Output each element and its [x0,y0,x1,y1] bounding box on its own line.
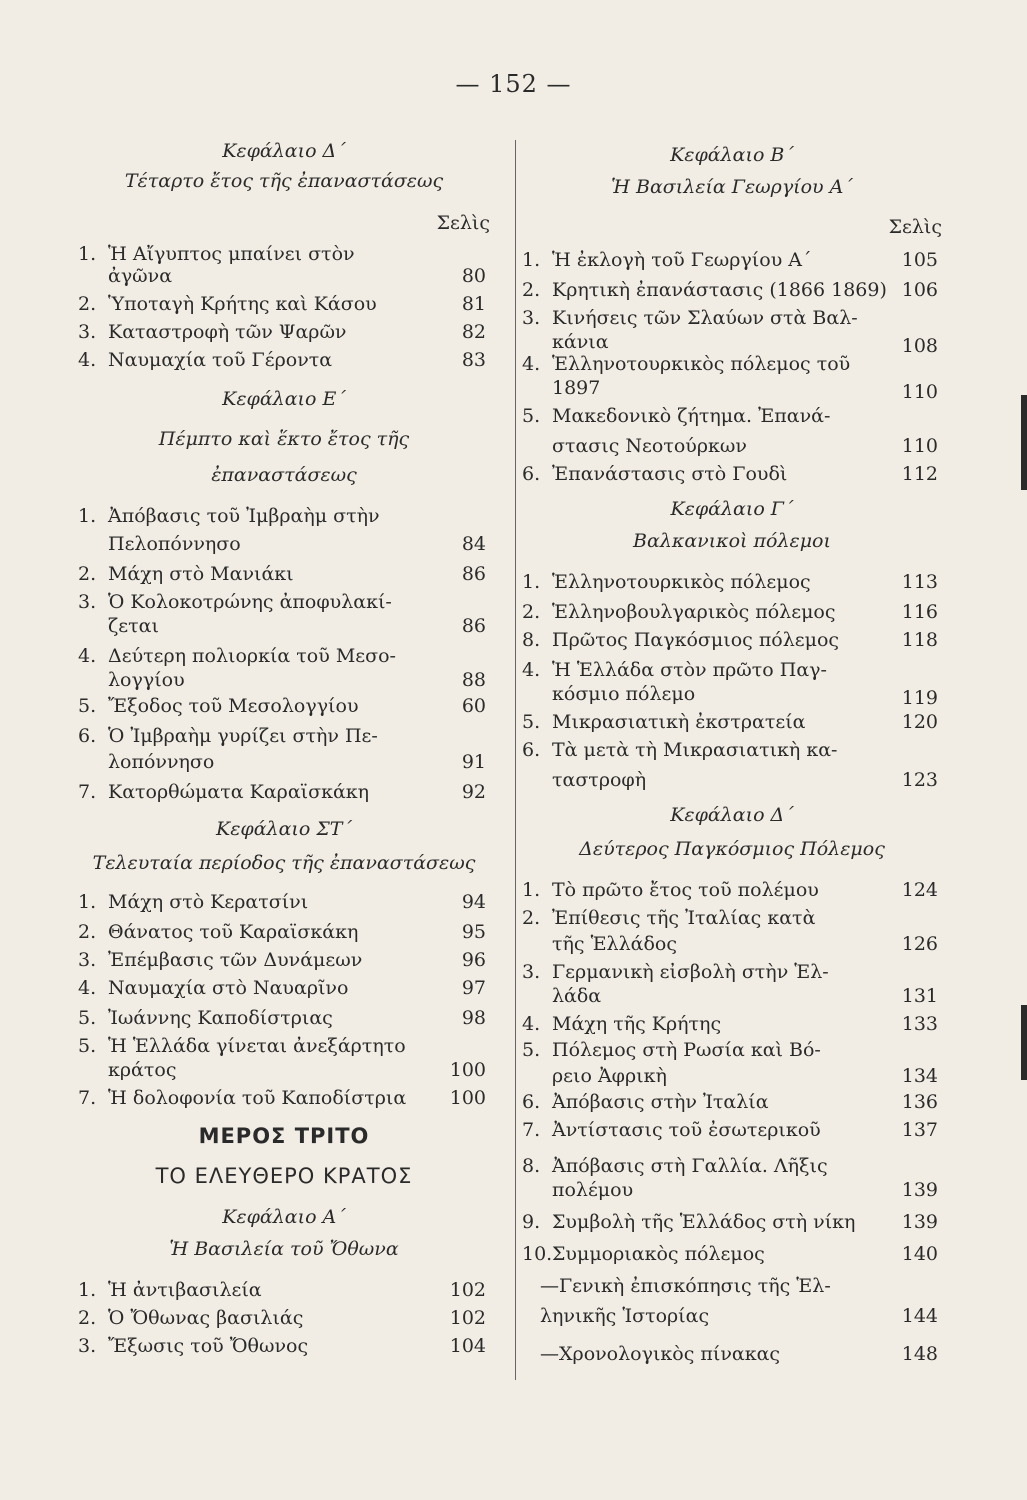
item-title: Ἑλληνοτουρκικὸς πόλεμος [552,571,811,593]
item-title: Μάχη τῆς Κρήτης [552,1013,722,1035]
item-title: Ἡ δολοφονία τοῦ Καποδίστρια [108,1087,407,1109]
chapter-subtitle: ἐπαναστάσεως [211,464,357,486]
item-page: 60 [461,695,486,717]
item-title-continued: κράτος [108,1059,177,1081]
item-number: 9. [522,1211,541,1233]
item-title-continued: πολέμου [552,1179,634,1201]
item-page: 123 [901,769,938,791]
item-title: Κατορθώματα Καραϊσκάκη [108,781,370,803]
item-number: 6. [522,739,541,761]
item-title: Πρῶτος Παγκόσμιος πόλεμος [552,629,840,651]
item-title: Θάνατος τοῦ Καραϊσκάκη [108,921,359,943]
item-title: Ἡ Ἑλλάδα στὸν πρῶτο Παγ- [552,659,827,681]
item-page: 100 [449,1087,486,1109]
item-page: 97 [461,977,486,999]
item-title: Δεύτερη πολιορκία τοῦ Μεσο- [108,645,396,667]
item-title-continued: Πελοπόννησο [108,533,241,555]
item-page: 124 [901,879,938,901]
item-page: 116 [901,601,938,623]
item-page: 88 [461,669,486,691]
page-column-label: Σελὶς [436,212,490,234]
item-title: Ἰωάννης Καποδίστριας [108,1007,333,1029]
item-title: Ὁ Ἰμβραὴμ γυρίζει στὴν Πε- [108,725,378,747]
item-page: 133 [901,1013,938,1035]
item-number: 6. [522,463,541,485]
item-page: 139 [901,1179,938,1201]
item-title: Ἡ ἀντιβασιλεία [108,1279,262,1301]
item-number: 3. [522,961,541,983]
item-title: Μικρασιατικὴ ἐκστρατεία [552,711,806,733]
item-page: 104 [449,1335,486,1357]
item-title-continued: ἀγῶνα [108,265,173,287]
item-page: 110 [901,381,938,403]
item-title: Ἀντίστασις τοῦ ἐσωτερικοῦ [552,1119,821,1141]
page-number: — 152 — [455,70,572,98]
chapter-heading: Κεφάλαιο Α΄ [222,1206,346,1228]
item-number: 3. [522,307,541,329]
item-number: 5. [522,405,541,427]
item-title: Μάχη στὸ Κερατσίνι [108,891,309,913]
item-title: Ἀπόβασις στὴν Ἰταλία [552,1091,769,1113]
item-title: Ὁ Ὄθωνας βασιλιάς [108,1307,304,1329]
item-page: 83 [461,349,486,371]
item-number: 8. [522,629,541,651]
chapter-subtitle: Δεύτερος Παγκόσμιος Πόλεμος [579,838,885,860]
item-page: 106 [901,279,938,301]
chapter-subtitle: Πέμπτο καὶ ἕκτο ἔτος τῆς [158,428,410,450]
item-title-continued: κάνια [552,331,609,353]
item-title-continued: ληνικῆς Ἱστορίας [540,1305,710,1327]
item-page: 82 [461,321,486,343]
item-title: Ναυμαχία στὸ Ναυαρῖνο [108,977,349,999]
item-number: 2. [522,601,541,623]
item-page: 113 [901,571,938,593]
chapter-heading: Κεφάλαιο Ε΄ [222,388,346,410]
item-title-continued: στασις Νεοτούρκων [552,435,747,457]
item-number: 2. [522,907,541,929]
item-title: Ἀπόβασις στὴ Γαλλία. Λῆξις [552,1155,828,1177]
item-page: 144 [901,1305,938,1327]
chapter-subtitle: Ἡ Βασιλεία τοῦ Ὄθωνα [169,1238,399,1260]
item-number: 1. [522,879,541,901]
item-title: Ἑλληνοβουλγαρικὸς πόλεμος [552,601,836,623]
item-title: Ἡ Αἴγυπτος μπαίνει στὸν [108,243,355,265]
item-page: 84 [461,533,486,555]
item-page: 139 [901,1211,938,1233]
chapter-subtitle: Τέταρτο ἔτος τῆς ἐπαναστάσεως [124,170,444,192]
item-number: 1. [522,249,541,271]
item-page: 96 [461,949,486,971]
item-page: 92 [461,781,486,803]
item-title-continued: λοπόννησο [108,751,215,773]
item-number: 4. [522,1013,541,1035]
item-title: Ἔξωσις τοῦ Ὄθωνος [108,1335,309,1357]
item-title-continued: λογγίου [108,669,185,691]
item-number: 5. [78,1007,97,1029]
item-page: 86 [461,615,486,637]
item-title: Ὁ Κολοκοτρώνης ἀποφυλακί- [108,591,392,613]
item-title: Συμμοριακὸς πόλεμος [552,1243,765,1265]
item-title: Ἡ Ἑλλάδα γίνεται ἀνεξάρτητο [108,1035,406,1057]
item-number: 5. [78,695,97,717]
item-title: Ἔξοδος τοῦ Μεσολογγίου [108,695,359,717]
item-title: Ἀπόβασις τοῦ Ἰμβραὴμ στὴν [108,505,380,527]
chapter-heading: Κεφάλαιο ΣΤ΄ [216,818,352,840]
column-divider [515,140,516,1380]
item-number: 3. [78,1335,97,1357]
item-title: Γερμανικὴ εἰσβολὴ στὴν Ἑλ- [552,961,829,983]
item-number: 2. [78,1307,97,1329]
item-title-continued: κόσμιο πόλεμο [552,683,696,705]
item-number: 4. [78,349,97,371]
item-page: 112 [901,463,938,485]
item-number: 6. [78,725,97,747]
item-page: 100 [449,1059,486,1081]
chapter-heading: Κεφάλαιο Δ΄ [670,804,794,826]
item-number: 5. [522,1039,541,1061]
state-title: ΤΟ ΕΛΕΥΘΕΡΟ ΚΡΑΤΟΣ [155,1164,413,1188]
item-number: 1. [78,1279,97,1301]
item-number: 4. [522,659,541,681]
item-title: Κρητικὴ ἐπανάστασις (1866 1869) [552,279,887,301]
item-number: 1. [522,571,541,593]
item-number: 1. [78,243,97,265]
part-title: ΜΕΡΟΣ ΤΡΙΤΟ [198,1124,370,1148]
item-number: 3. [78,321,97,343]
item-page: 108 [901,335,938,357]
item-number: 10. [522,1243,553,1265]
chapter-subtitle: Βαλκανικοὶ πόλεμοι [633,530,831,552]
item-page: 80 [461,265,486,287]
item-number: 2. [78,563,97,585]
chapter-subtitle: Ἡ Βασιλεία Γεωργίου Α΄ [611,176,853,198]
item-number: 4. [78,977,97,999]
item-page: 119 [901,687,938,709]
item-title: Ἐπίθεσις τῆς Ἰταλίας κατὰ [552,907,816,929]
item-title: Μακεδονικὸ ζήτημα. Ἐπανά- [552,405,831,427]
item-number: 2. [522,279,541,301]
item-page: 137 [901,1119,938,1141]
item-page: 140 [901,1243,938,1265]
item-number: 5. [522,711,541,733]
item-title: Ἡ ἐκλογὴ τοῦ Γεωργίου Α΄ [552,249,812,271]
item-title-continued: ζεται [108,615,159,637]
edge-mark-1 [1021,395,1027,490]
item-title: —Χρονολογικὸς πίνακας [540,1343,781,1365]
item-page: 95 [461,921,486,943]
item-number: 3. [78,949,97,971]
item-title-continued: τῆς Ἑλλάδος [552,933,677,955]
chapter-heading: Κεφάλαιο Δ΄ [222,140,346,162]
item-page: 110 [901,435,938,457]
item-page: 120 [901,711,938,733]
edge-mark-2 [1021,1005,1027,1080]
item-title: Καταστροφὴ τῶν Ψαρῶν [108,321,347,343]
item-page: 86 [461,563,486,585]
item-page: 148 [901,1343,938,1365]
item-title: Τὰ μετὰ τὴ Μικρασιατικὴ κα- [552,739,838,761]
item-title: Μάχη στὸ Μανιάκι [108,563,294,585]
item-number: 3. [78,591,97,613]
item-title: Τὸ πρῶτο ἔτος τοῦ πολέμου [552,879,819,901]
item-number: 2. [78,293,97,315]
item-page: 102 [449,1307,486,1329]
item-title: Ἐπέμβασις τῶν Δυνάμεων [108,949,363,971]
item-page: 98 [461,1007,486,1029]
item-page: 118 [901,629,938,651]
item-number: 1. [78,505,97,527]
item-page: 81 [461,293,486,315]
item-number: 2. [78,921,97,943]
item-page: 102 [449,1279,486,1301]
item-page: 91 [461,751,486,773]
page-column-label: Σελὶς [888,216,942,238]
item-title: Ὑποταγὴ Κρήτης καὶ Κάσου [108,293,377,315]
item-number: 5. [78,1035,97,1057]
item-number: 1. [78,891,97,913]
item-number: 7. [78,781,97,803]
chapter-heading: Κεφάλαιο Γ΄ [670,498,794,520]
chapter-subtitle: Τελευταία περίοδος τῆς ἐπαναστάσεως [92,852,476,874]
item-title: Ἑλληνοτουρκικὸς πόλεμος τοῦ [552,353,851,375]
item-title: Πόλεμος στὴ Ρωσία καὶ Βό- [552,1039,821,1061]
item-title: Ἐπανάστασις στὸ Γουδὶ [552,463,788,485]
item-number: 7. [78,1087,97,1109]
item-page: 131 [901,985,938,1007]
item-title-continued: 1897 [552,377,601,399]
item-title: Συμβολὴ τῆς Ἑλλάδος στὴ νίκη [552,1211,856,1233]
item-page: 94 [461,891,486,913]
item-title-continued: λάδα [552,985,602,1007]
item-number: 7. [522,1119,541,1141]
item-number: 4. [78,645,97,667]
item-page: 105 [901,249,938,271]
item-number: 4. [522,353,541,375]
item-title-continued: ταστροφὴ [552,769,647,791]
item-page: 136 [901,1091,938,1113]
chapter-heading: Κεφάλαιο Β΄ [670,144,794,166]
item-title: Ναυμαχία τοῦ Γέροντα [108,349,333,371]
item-title: —Γενικὴ ἐπισκόπησις τῆς Ἑλ- [540,1275,831,1297]
item-number: 6. [522,1091,541,1113]
item-number: 8. [522,1155,541,1177]
item-page: 134 [901,1065,938,1087]
item-title: Κινήσεις τῶν Σλαύων στὰ Βαλ- [552,307,858,329]
item-page: 126 [901,933,938,955]
item-title-continued: ρειο Ἀφρικὴ [552,1065,667,1087]
